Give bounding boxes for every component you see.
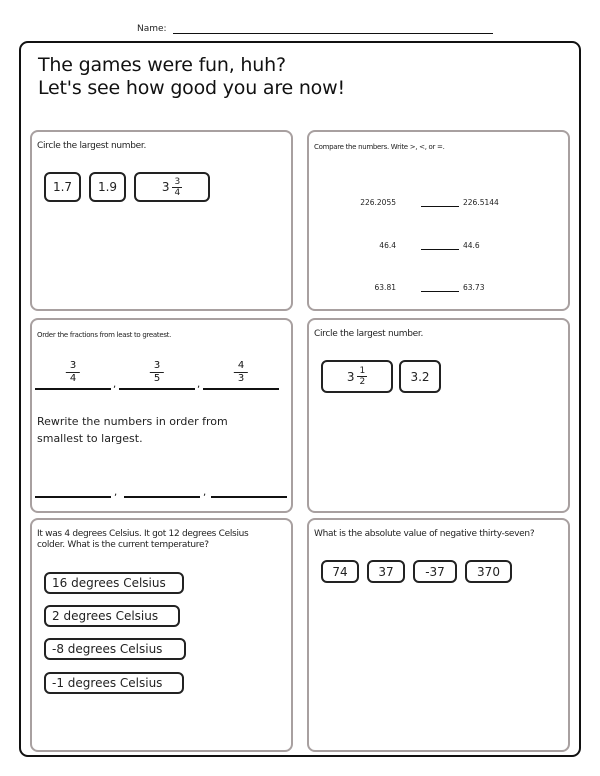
name-field <box>137 24 493 34</box>
question-panel-absolute-value <box>307 518 570 752</box>
choice-label: 1.7 <box>52 180 73 194</box>
prompt-line-2: colder. What is the current temperature? <box>37 540 209 550</box>
question-prompt: Circle the largest number. <box>314 329 424 339</box>
compare-right-value: 226.5144 <box>463 198 499 207</box>
numerator: 3 <box>174 176 181 187</box>
fraction <box>66 360 80 385</box>
answer-choice[interactable] <box>399 360 441 393</box>
fraction <box>357 366 367 387</box>
denominator: 5 <box>153 373 161 384</box>
separator: , <box>203 487 207 498</box>
separator: , <box>197 379 201 390</box>
choice-label: -8 degrees Celsius <box>52 642 163 656</box>
headline-line-1: The games were fun, huh? <box>38 54 286 76</box>
choice-label: 37 <box>378 564 394 579</box>
denominator: 2 <box>359 377 366 387</box>
mixed-number <box>162 177 182 198</box>
answer-choice[interactable] <box>465 560 512 583</box>
name-label: Name: <box>137 24 167 34</box>
question-panel-circle-largest-1 <box>30 130 293 311</box>
question-prompt: What is the absolute value of negative thirty-seven? <box>314 529 535 539</box>
numerator: 4 <box>234 360 248 373</box>
fraction-slot[interactable] <box>35 360 111 390</box>
prompt-line-1: It was 4 degrees Celsius. It got 12 degrees Celsius <box>37 529 249 539</box>
page-title <box>38 54 345 100</box>
denominator: 4 <box>174 187 181 198</box>
answer-line[interactable] <box>211 496 287 498</box>
name-input-line[interactable] <box>173 24 493 34</box>
whole-part: 3 <box>346 369 355 384</box>
denominator: 3 <box>237 373 245 384</box>
fraction-slot[interactable] <box>119 360 195 390</box>
choice-label: 3.2 <box>410 369 430 384</box>
compare-right-value: 44.6 <box>463 241 480 250</box>
answer-choice[interactable] <box>44 572 184 594</box>
compare-right-value: 63.73 <box>463 283 485 292</box>
rewrite-instructions <box>37 413 228 447</box>
choice-label: 16 degrees Celsius <box>52 576 166 590</box>
answer-choice[interactable] <box>367 560 405 583</box>
answer-choice[interactable] <box>44 605 180 627</box>
answer-choice[interactable] <box>44 672 184 694</box>
headline-line-2: Let's see how good you are now! <box>38 77 345 99</box>
fraction-slot[interactable] <box>203 360 279 390</box>
choice-label: 74 <box>332 564 348 579</box>
answer-choice[interactable] <box>44 638 186 660</box>
question-prompt <box>37 529 248 551</box>
whole-part: 3 <box>161 180 170 194</box>
compare-left-value: 226.2055 <box>360 198 396 207</box>
question-panel-circle-largest-2 <box>307 318 570 513</box>
question-panel-compare <box>307 130 570 311</box>
question-panel-temperature <box>30 518 293 752</box>
compare-answer-blank[interactable] <box>421 249 459 250</box>
numerator: 3 <box>150 360 164 373</box>
mixed-number <box>347 366 367 387</box>
separator: , <box>114 487 118 498</box>
answer-choice[interactable] <box>321 360 393 393</box>
answer-choice[interactable] <box>321 560 359 583</box>
compare-answer-blank[interactable] <box>421 291 459 292</box>
numerator: 1 <box>359 366 366 376</box>
compare-left-value: 63.81 <box>374 283 396 292</box>
question-prompt: Compare the numbers. Write >, <, or =. <box>314 143 445 151</box>
choice-label: 370 <box>477 564 500 579</box>
fraction <box>172 177 182 198</box>
answer-choice[interactable] <box>413 560 457 583</box>
choice-label: 2 degrees Celsius <box>52 609 159 623</box>
compare-answer-blank[interactable] <box>421 206 459 207</box>
answer-choice[interactable] <box>134 172 210 202</box>
denominator: 4 <box>69 373 77 384</box>
answer-choice[interactable] <box>44 172 81 202</box>
rewrite-line-2: smallest to largest. <box>37 432 143 445</box>
choice-label: 1.9 <box>97 180 118 194</box>
choice-label: -1 degrees Celsius <box>52 676 163 690</box>
numerator: 3 <box>66 360 80 373</box>
question-panel-order-fractions <box>30 318 293 513</box>
question-prompt: Order the fractions from least to greatest. <box>37 331 172 339</box>
answer-line[interactable] <box>124 496 200 498</box>
fraction <box>150 360 164 385</box>
answer-choice[interactable] <box>89 172 126 202</box>
separator: , <box>113 379 117 390</box>
compare-left-value: 46.4 <box>379 241 396 250</box>
fraction <box>234 360 248 385</box>
answer-line[interactable] <box>35 496 111 498</box>
choice-label: -37 <box>425 564 445 579</box>
question-prompt: Circle the largest number. <box>37 141 147 151</box>
rewrite-line-1: Rewrite the numbers in order from <box>37 415 228 428</box>
